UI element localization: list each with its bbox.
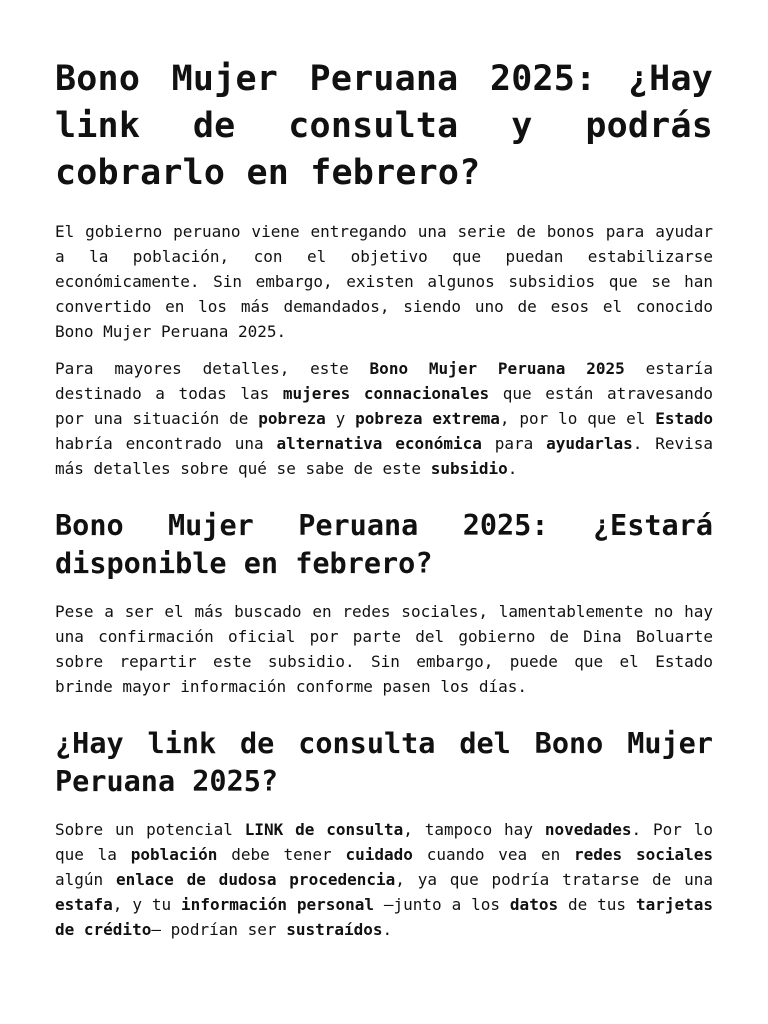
intro-paragraph: El gobierno peruano viene entregando una serie de bonos para ayudar a la población, con el objetivo que puedan estabilizarse económicamente. Sin embargo, existen algunos subsidios que se han convertido en los más demandados, siendo uno de esos el conocido Bono Mujer Peruana 2025. <box>55 222 713 341</box>
text-run: , por lo que el <box>499 409 656 428</box>
text-run: , tampoco hay <box>403 820 545 839</box>
text-run: estaría destinado a todas las <box>55 359 714 403</box>
bold-text: redes sociales <box>574 845 714 864</box>
bold-text: LINK de consulta <box>244 820 404 839</box>
text-run: de tus <box>558 895 636 914</box>
article <box>55 0 713 942</box>
text-run: —junto a los <box>373 895 510 914</box>
text-run: para <box>481 434 547 453</box>
text-run: . <box>507 459 518 478</box>
bold-text: tarjetas de crédito <box>55 895 714 939</box>
text-run: . Por lo que la <box>55 820 714 864</box>
text-run: , y tu <box>112 895 182 914</box>
text-run: debe tener <box>217 845 346 864</box>
text-run: cuando vea en <box>412 845 575 864</box>
text-run: Para mayores detalles, este <box>55 359 370 378</box>
text-run: algún <box>55 870 116 889</box>
availability-paragraph: Pese a ser el más buscado en redes sociales, lamentablemente no hay una confirmación oficial por parte del gobierno de Dina Boluarte sobre repartir este subsidio. Sin embargo, puede que el Estado brinde mayor información conforme pasen los días. <box>55 602 713 696</box>
text-run: — podrían ser <box>151 920 287 939</box>
text-run: que están atravesando por una situación de <box>55 384 714 428</box>
text-run: . Revisa más detalles sobre qué se sabe de este <box>55 434 714 478</box>
section-heading-availability: Bono Mujer Peruana 2025: ¿Estará disponible en febrero? <box>55 509 713 580</box>
bold-text: ayudarlas <box>546 434 633 453</box>
text-run: , ya que podría tratarse de una <box>395 870 713 889</box>
bold-text: alternativa económica <box>276 434 482 453</box>
section-heading-link: ¿Hay link de consulta del Bono Mujer Peruana 2025? <box>55 727 713 798</box>
bold-text: Estado <box>655 409 714 428</box>
bold-text: subsidio <box>430 459 508 478</box>
article-title: Bono Mujer Peruana 2025: ¿Hay link de consulta y podrás cobrarlo en febrero? <box>55 59 713 193</box>
bold-text: cuidado <box>345 845 413 864</box>
bold-text: pobreza extrema <box>355 409 500 428</box>
text-run: . <box>382 920 393 939</box>
bold-text: estafa <box>55 895 113 914</box>
link-paragraph <box>55 817 713 942</box>
bold-text: pobreza <box>258 409 326 428</box>
bold-text: sustraídos <box>286 920 383 939</box>
bold-text: Bono Mujer Peruana 2025 <box>369 359 625 378</box>
bold-text: novedades <box>544 820 632 839</box>
text-run: Sobre un potencial <box>55 820 245 839</box>
text-run: habría encontrado una <box>55 434 277 453</box>
bold-text: enlace de dudosa procedencia <box>115 870 396 889</box>
bold-text: población <box>130 845 218 864</box>
bold-text: datos <box>509 895 559 914</box>
text-run: y <box>325 409 356 428</box>
bold-text: información personal <box>181 895 374 914</box>
details-paragraph <box>55 356 713 481</box>
bold-text: mujeres connacionales <box>282 384 490 403</box>
